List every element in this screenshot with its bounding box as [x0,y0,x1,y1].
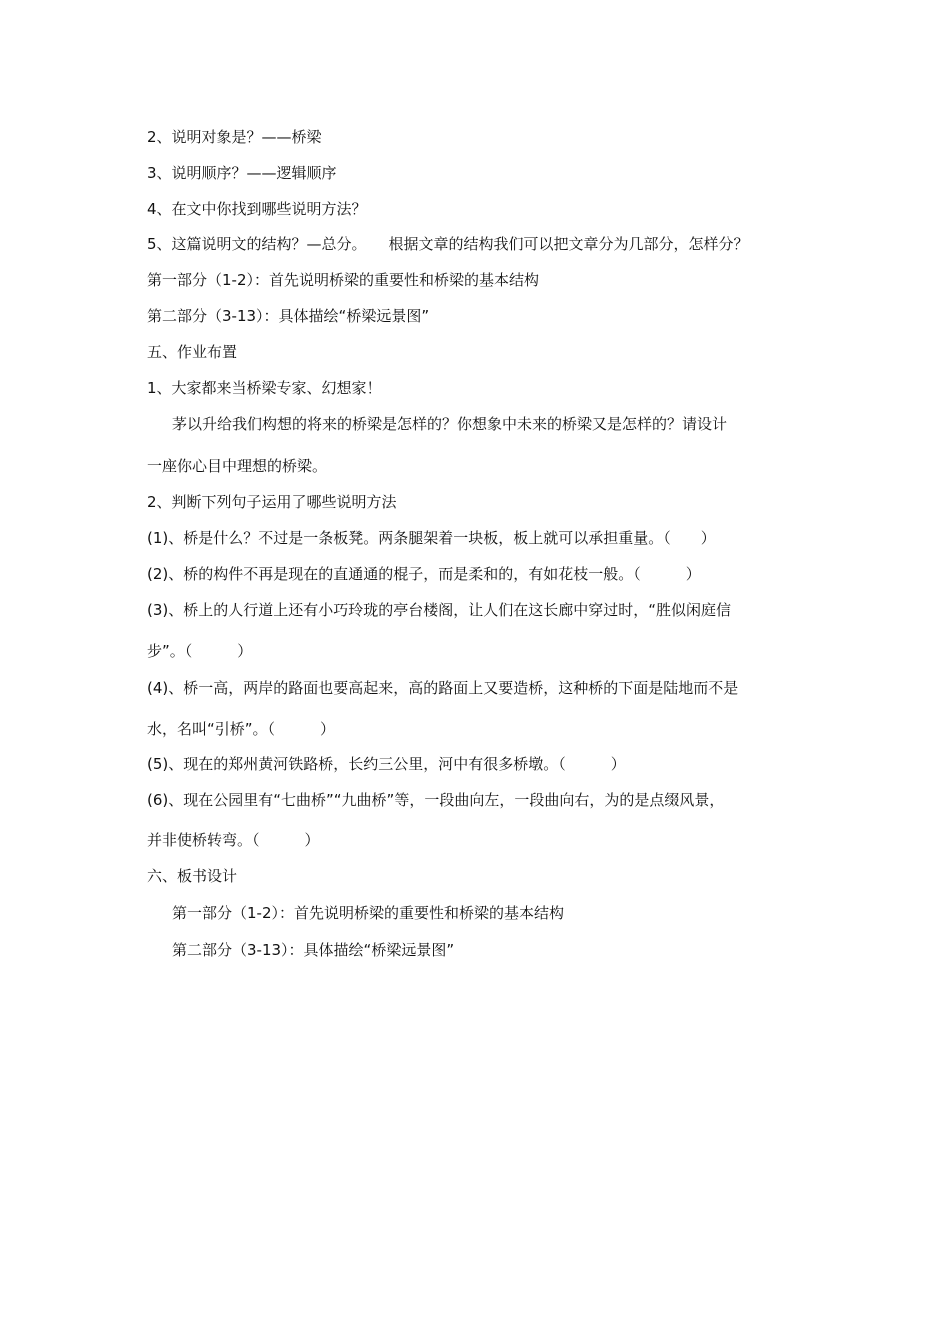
question-5-part-a: 5、这篇说明文的结构？—总分。 [147,235,367,253]
section-5-heading: 五、作业布置 [147,343,238,361]
question-5-line [147,234,749,254]
question-4-line: 4、在文中你找到哪些说明方法？ [147,200,367,218]
structure-part-2-line: 第二部分（3-13）：具体描绘“桥梁远景图” [147,307,430,325]
sentence-3-line-1: (3)、桥上的人行道上还有小巧玲珑的亭台楼阁，让人们在这长廊中穿过时，“胜似闲庭信 [147,601,732,619]
sentence-3-line-2: 步”。（ ） [147,642,253,660]
homework-2-line: 2、判断下列句子运用了哪些说明方法 [147,493,397,511]
board-part-2-line: 第二部分（3-13）：具体描绘“桥梁远景图” [172,941,455,959]
sentence-1-line: (1)、桥是什么？不过是一条板凳。两条腿架着一块板，板上就可以承担重量。（ ） [147,529,716,547]
sentence-5-line: (5)、现在的郑州黄河铁路桥，长约三公里，河中有很多桥墩。（ ） [147,755,626,773]
homework-1-body-line-1: 茅以升给我们构想的将来的桥梁是怎样的？你想象中未来的桥梁又是怎样的？请设计 [172,415,728,433]
sentence-2-line: (2)、桥的构件不再是现在的直通通的棍子，而是柔和的，有如花枝一般。（ ） [147,565,701,583]
question-5-part-b: 根据文章的结构我们可以把文章分为几部分，怎样分？ [388,235,749,253]
sentence-4-line-1: (4)、桥一高，两岸的路面也要高起来，高的路面上又要造桥，这种桥的下面是陆地而不是 [147,679,739,697]
board-part-1-line: 第一部分（1-2）：首先说明桥梁的重要性和桥梁的基本结构 [172,904,565,922]
sentence-6-line-2: 并非使桥转弯。（ ） [147,831,320,849]
question-3-line: 3、说明顺序？——逻辑顺序 [147,164,337,182]
sentence-4-line-2: 水，名叫“引桥”。（ ） [147,720,336,738]
homework-1-line: 1、大家都来当桥梁专家、幻想家！ [147,379,382,397]
question-2-line: 2、说明对象是？——桥梁 [147,128,322,146]
sentence-6-line-1: (6)、现在公园里有“七曲桥”“九曲桥”等，一段曲向左，一段曲向右，为的是点缀风景， [147,791,725,809]
section-6-heading: 六、板书设计 [147,867,238,885]
homework-1-body-line-2: 一座你心目中理想的桥梁。 [147,457,328,475]
structure-part-1-line: 第一部分（1-2）：首先说明桥梁的重要性和桥梁的基本结构 [147,271,540,289]
